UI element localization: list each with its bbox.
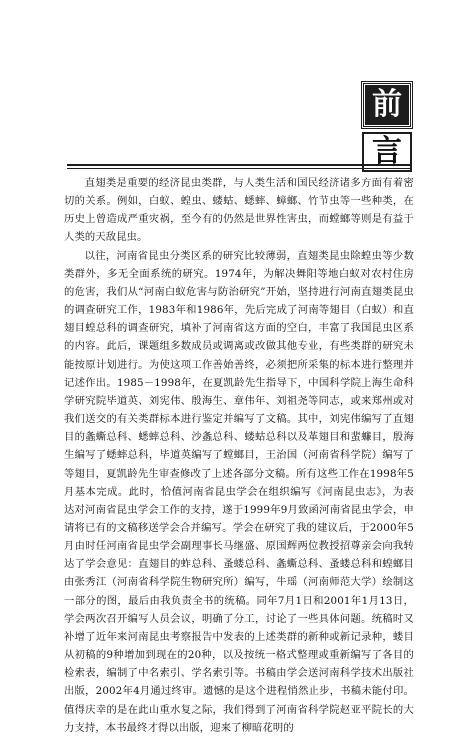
title-char-yan: 言 (362, 132, 412, 172)
preface-body (64, 174, 414, 737)
paragraph-1: 直翅类是重要的经济昆虫类群，与人类生活和国民经济诸多方面有着密切的关系。例如，白蚁、蝗虫、蝼蛄、蟋蟀、蟑螂、竹节虫等一些种类，在历史上曾造成严重灾祸，至今有的仍然是世界性害虫，而螳螂等则是有益于人类的天敌昆虫。 (64, 177, 414, 244)
page-title (362, 82, 412, 176)
title-char-qian: 前 (362, 82, 412, 128)
paragraph-2: 以往，河南省昆虫分类区系的研究比较薄弱，直翅类昆虫除蝗虫等少数类群外，多无全面系统的研究。1974年，为解决舞阳等地白蚁对农村住房的危害，我们从“河南白蚁危害与防治研究”开始，坚持进行河南直翅类昆虫的调查研究工作，1983年和1986年，先后完成了河南等翅目（白蚁）和直翅目蝗总科的调查研究，填补了河南省这方面的空白，丰富了我国昆虫区系的内容。此后，课题组多数成员或调离或改做其他专业，有些类群的研究未能按原计划进行。为使这项工作善始善终，必须把所采集的标本进行整理并记述作出。1985－1998年，在夏凯龄先生指导下，中国科学院上海生命科学研究院毕道英、刘宪伟、殷海生、章伟年、刘祖尧等同志，或来郑州或对我们送交的有关类群标本进行鉴定并编写了文稿。其中，刘宪伟编写了直翅目的螽蟖总科、蟋蟀总科、沙螽总科、蝼蛄总科以及革翅目和蜚蠊目，殷海生编写了蟋蟀总科，毕道英编写了螳螂目，王治国（河南省科学院）编写了等翅目，夏凯龄先生审查修改了上述各部分文稿。所有这些工作在1998年5月基本完成。此时，恰值河南省昆虫学会在组织编写《河南昆虫志》，为表达对河南省昆虫学会工作的支持，遂于1999年9月致函河南省昆虫学会，申请将已有的文稿移送学会合并编写。学会在研究了我的建议后，于2000年5月由时任河南省昆虫学会副理事长马继盛、原国辉两位教授招尊亲会向我转达了学会意见：直翅目的蚱总科、蚤蝼总科、螽蟖总科、蚤蝼总科和蝗螂目由张秀江（河南省科学院生物研究所）编写，牛瑶（河南师范大学）绘制这一部分的图，最后由我负责全书的统稿。同年7月1日和2001年1月13日，学会两次召开编写人员会议，明确了分工，讨论了一些具体问题。统稿时又补增了近年来河南昆虫考察报告中发表的上述类群的新种或新记录种，蝼目从初稿的9种增加到现在的20种，以及按统一格式整理或重新编写了各目的检索表，编制了中名索引、学名索引等。书稿由学会送河南科学技术出版社出版，2002年4月通过终审。遗憾的是这个进程悄然止步，书稿未能付印。值得庆幸的是在此山重水复之际，我们得到了河南省科学院赵亚平院长的大力支持，本书最终才得以出版，迎来了柳暗花明的 (64, 249, 414, 734)
header-rule (67, 164, 412, 166)
